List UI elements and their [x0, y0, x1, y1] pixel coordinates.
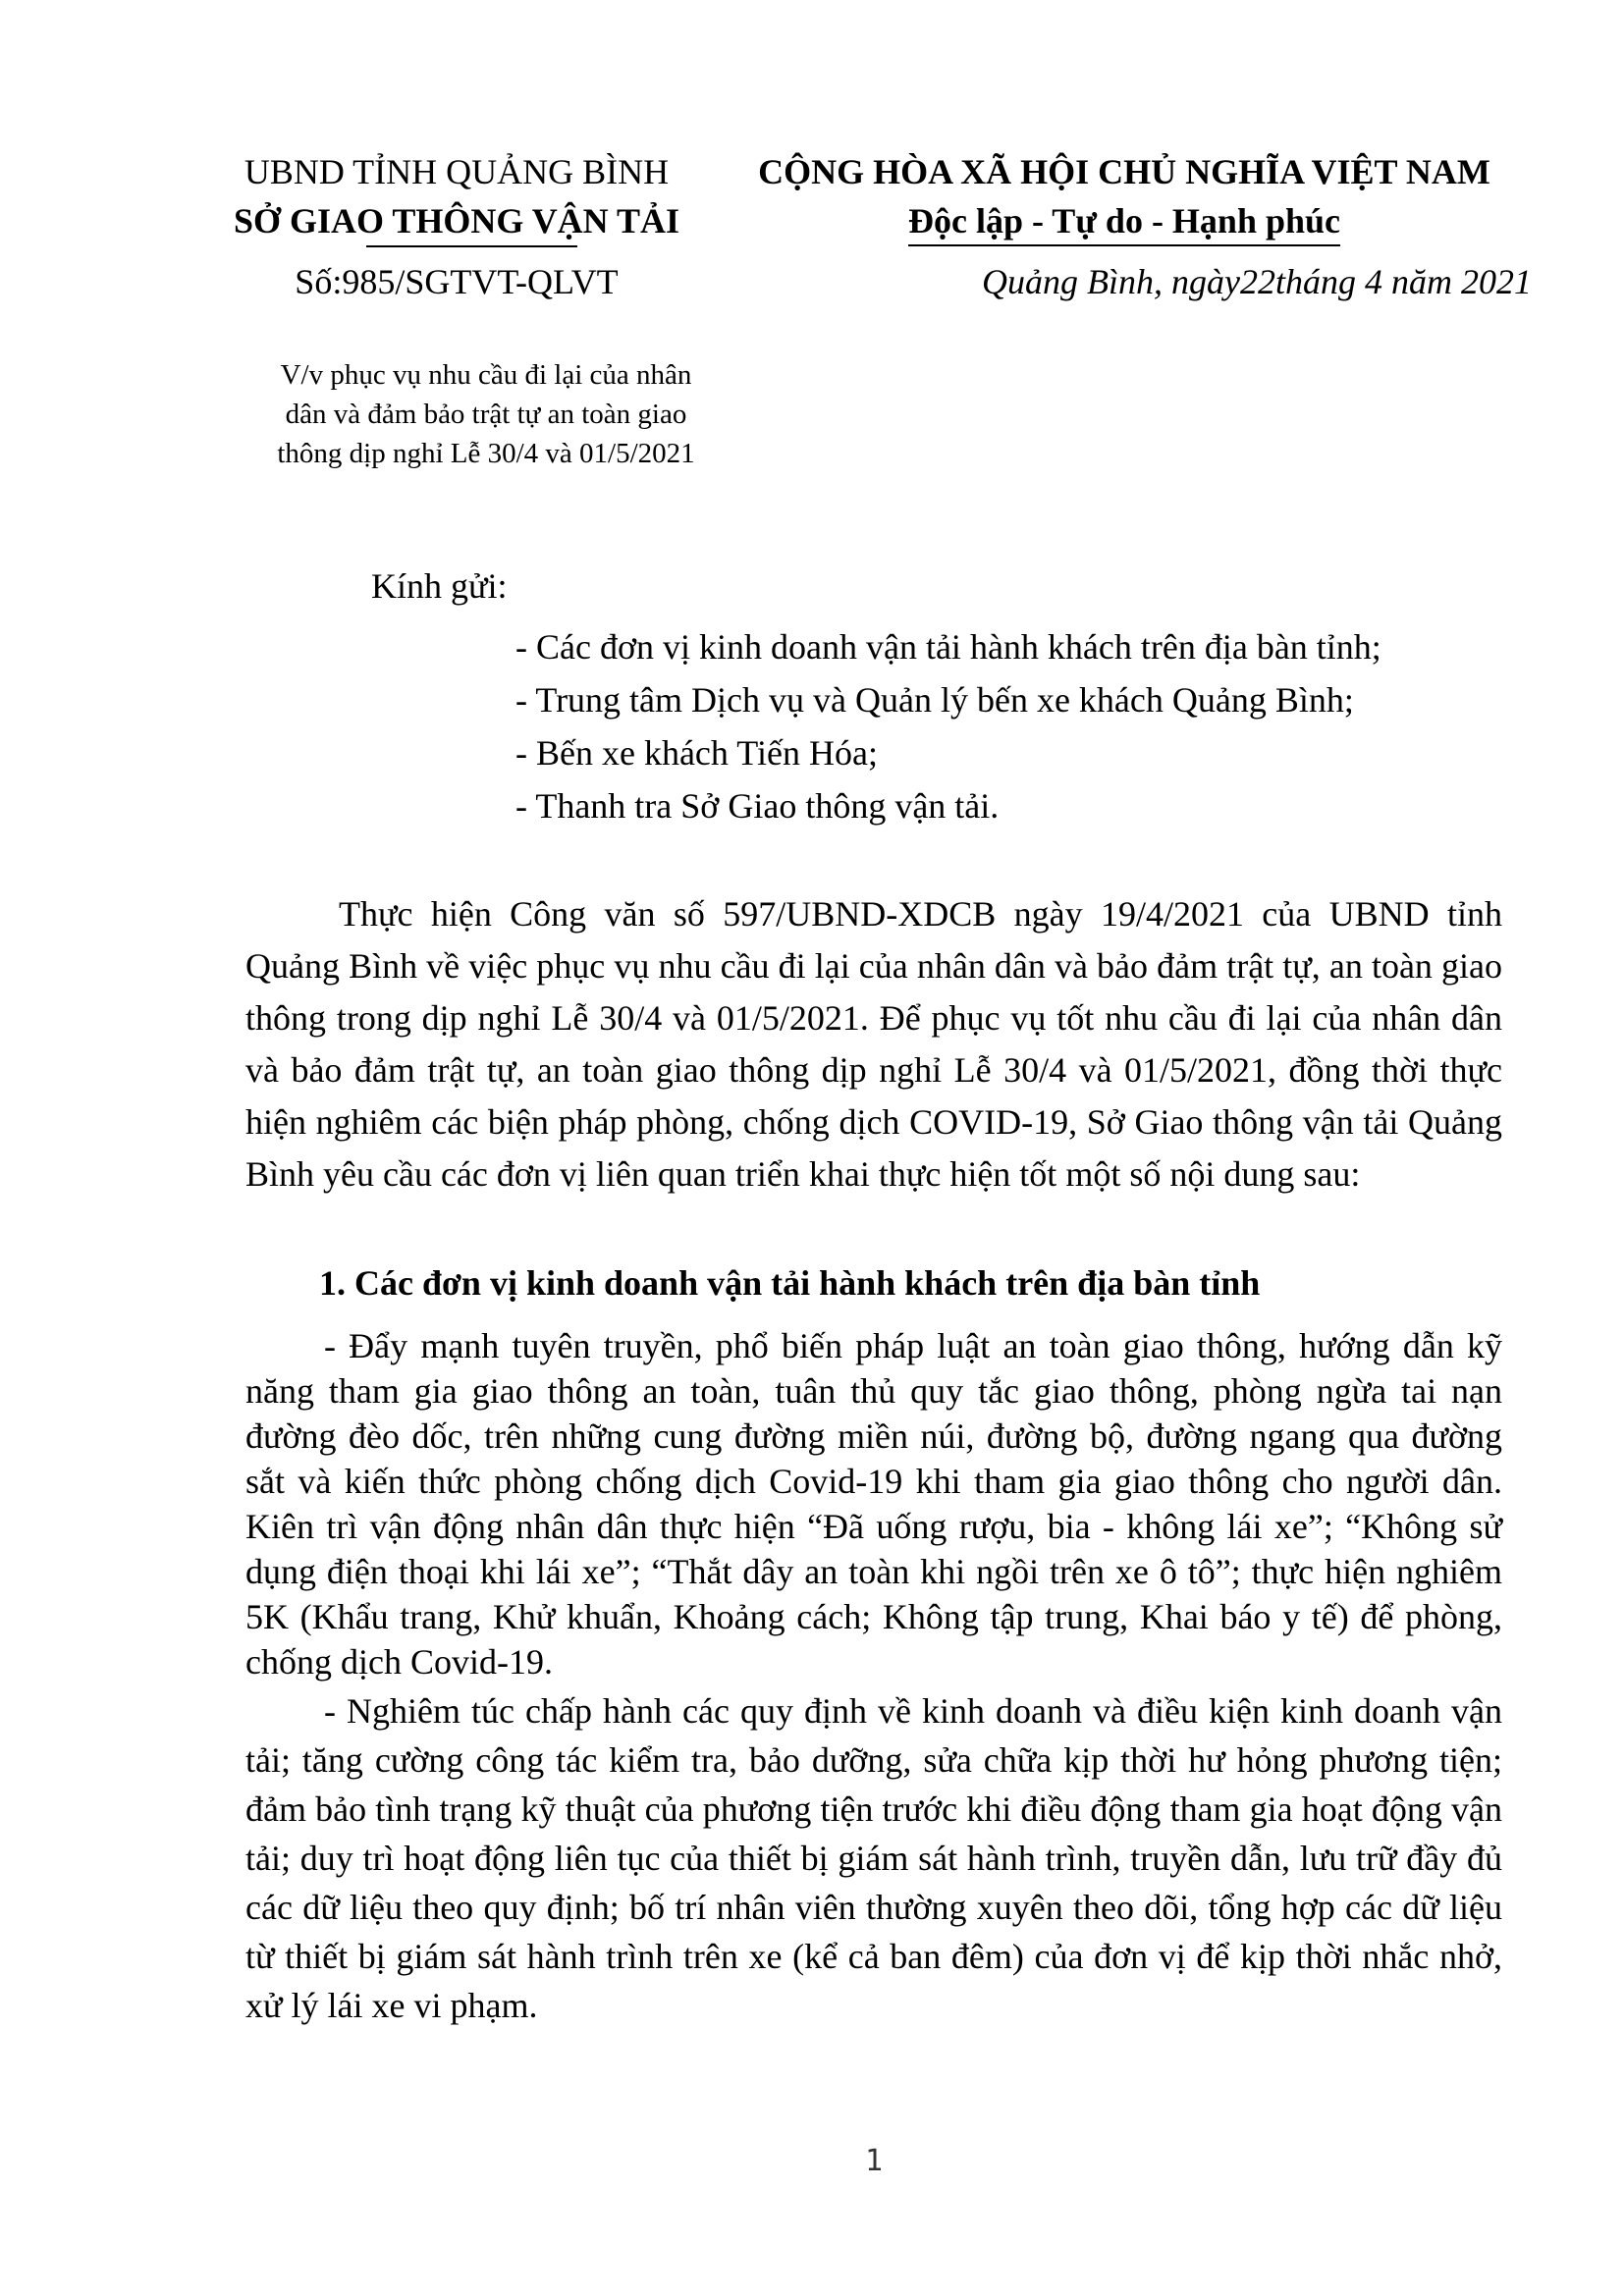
- section-1-heading: 1. Các đơn vị kinh doanh vận tải hành khách trên địa bàn tỉnh: [319, 1263, 1261, 1303]
- national-title-block: [727, 147, 1522, 246]
- page-number: 1: [864, 2144, 884, 2178]
- recipient-item: - Trung tâm Dịch vụ và Quản lý bến xe khách Quảng Bình;: [515, 680, 1354, 720]
- recipient-item: - Bến xe khách Tiến Hóa;: [515, 733, 878, 773]
- issuer-block: [177, 147, 736, 247]
- issuer-name: UBND TỈNH QUẢNG BÌNH: [244, 152, 670, 191]
- intro-paragraph: Thực hiện Công văn số 597/UBND-XDCB ngày 19/4/2021 của UBND tỉnh Quảng Bình về việc phục vụ nhu cầu đi lại của nhân dân và bảo đảm trật tự, an toàn giao thông trong dịp nghỉ Lễ 30/4 và 01/5/2021. Để phục vụ tốt nhu cầu đi lại của nhân dân và bảo đảm trật tự, an toàn giao thông dịp nghỉ Lễ 30/4 và 01/5/2021, đồng thời thực hiện nghiêm các biện pháp phòng, chống dịch COVID-19, Sở Giao thông vận tải Quảng Bình yêu cầu các đơn vị liên quan triển khai thực hiện tốt một số nội dung sau:: [245, 894, 1502, 1194]
- national-motto: Độc lập - Tự do - Hạnh phúc: [908, 197, 1340, 246]
- section-1-paragraph-2: - Nghiêm túc chấp hành các quy định về kinh doanh và điều kiện kinh doanh vận tải; tăng cường công tác kiểm tra, bảo dưỡng, sửa chữa kịp thời hư hỏng phương tiện; đảm bảo tình trạng kỹ thuật của phương tiện trước khi điều động tham gia hoạt động vận tải; duy trì hoạt động liên tục của thiết bị giám sát hành trình, truyền dẫn, lưu trữ đầy đủ các dữ liệu theo quy định; bố trí nhân viên thường xuyên theo dõi, tổng hợp các dữ liệu từ thiết bị giám sát hành trình trên xe (kể cả ban đêm) của đơn vị để kịp thời nhắc nhở, xử lý lái xe vi phạm.: [245, 1691, 1502, 2025]
- document-subject: V/v phục vụ nhu cầu đi lại của nhân dân và đảm bảo trật tự an toàn giao thông dịp nghỉ Lễ 30/4 và 01/5/2021: [277, 359, 695, 469]
- greeting: Kính gửi:: [371, 566, 508, 606]
- recipient-item: - Thanh tra Sở Giao thông vận tải.: [515, 786, 1000, 826]
- recipient-list: [515, 620, 1546, 832]
- country-name: CỘNG HÒA XÃ HỘI CHỦ NGHĨA VIỆT NAM: [758, 152, 1490, 191]
- section-1-paragraph-1: - Đẩy mạnh tuyên truyền, phổ biến pháp luật an toàn giao thông, hướng dẫn kỹ năng tham gia giao thông an toàn, tuân thủ quy tắc giao thông, phòng ngừa tai nạn đường đèo dốc, trên những cung đường miền núi, đường bộ, đường ngang qua đường sắt và kiến thức phòng chống dịch Covid-19 khi tham gia giao thông cho người dân. Kiên trì vận động nhân dân thực hiện “Đã uống rượu, bia - không lái xe”; “Không sử dụng điện thoại khi lái xe”; “Thắt dây an toàn khi ngồi trên xe ô tô”; thực hiện nghiêm 5K (Khẩu trang, Khử khuẩn, Khoảng cách; Không tập trung, Khai báo y tế) để phòng, chống dịch Covid-19.: [245, 1326, 1502, 1682]
- department-name: SỞ GIAO THÔNG VẬN TẢI: [233, 201, 680, 240]
- department-underline: [366, 245, 577, 247]
- recipient-item: - Các đơn vị kinh doanh vận tải hành khách trên địa bàn tỉnh;: [515, 627, 1381, 667]
- place-and-date: Quảng Bình, ngày22tháng 4 năm 2021: [982, 262, 1532, 301]
- document-number: Số:985/SGTVT-QLVT: [295, 262, 619, 301]
